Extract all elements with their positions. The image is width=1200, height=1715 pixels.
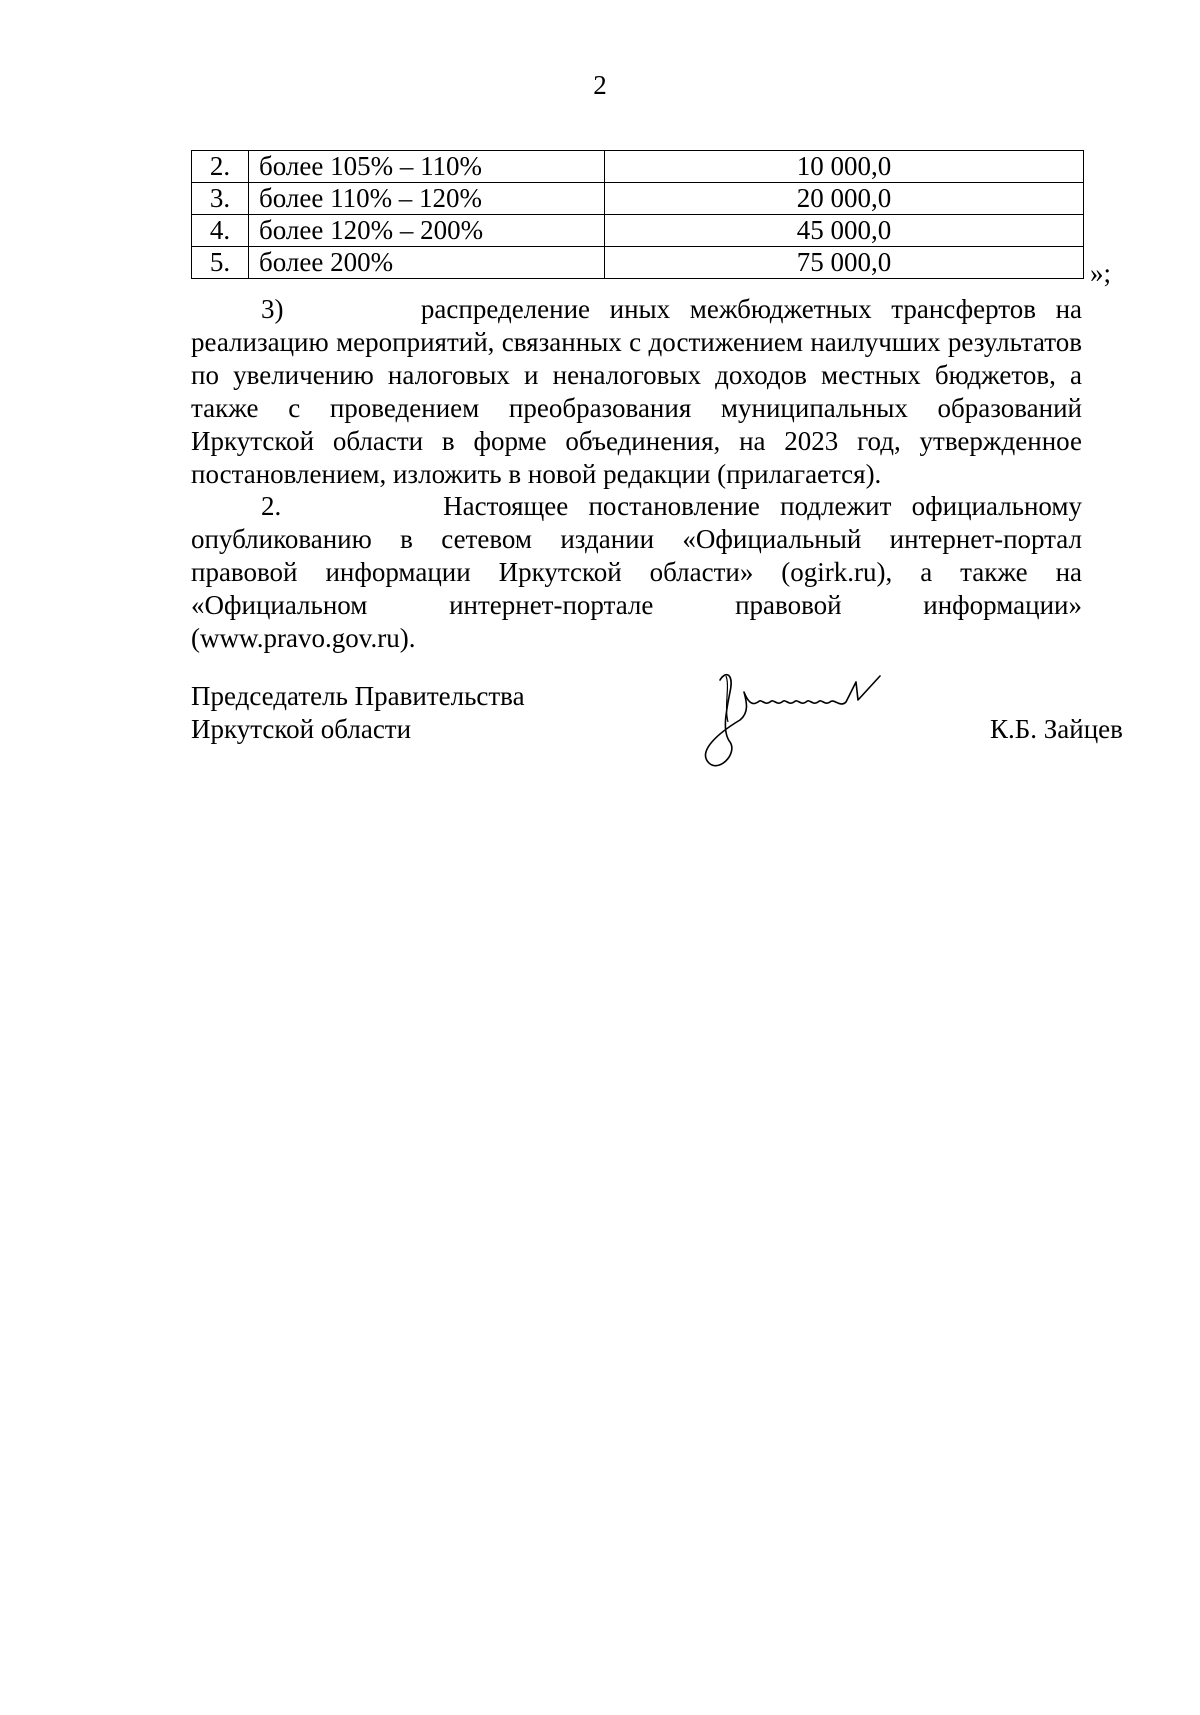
position-line: Иркутской области [191,714,412,744]
allocation-table [191,150,1084,279]
row-range: более 200% [249,247,605,279]
signatory-position [191,680,525,746]
signer-name: К.Б. Зайцев [990,714,1123,744]
page-number: 2 [593,70,607,100]
paragraph-distribution [191,293,1082,491]
table-row [192,151,1084,183]
paragraph-lead: 2. [261,491,282,521]
row-amount: 75 000,0 [605,247,1084,279]
table-row [192,183,1084,215]
row-amount: 10 000,0 [605,151,1084,183]
row-amount: 20 000,0 [605,183,1084,215]
row-range: более 120% – 200% [249,215,605,247]
paragraph-text: Настоящее постановление подлежит официальному опубликованию в сетевом издании «Официальный интернет-портал правовой информации Иркутской области» (ogirk.ru), а также на «Официальном интернет-портале правовой информации» (www.pravo.gov.ru). [191,491,1083,653]
paragraph-publication [191,490,1082,655]
table-row [192,247,1084,279]
row-number: 4. [192,215,249,247]
row-amount: 45 000,0 [605,215,1084,247]
row-range: более 105% – 110% [249,151,605,183]
paragraph-lead: 3) [261,294,284,324]
row-number: 3. [192,183,249,215]
closing-quote: »; [1090,258,1112,288]
table-row [192,215,1084,247]
row-number: 5. [192,247,249,279]
row-range: более 110% – 120% [249,183,605,215]
paragraph-text: распределение иных межбюджетных трансфертов на реализацию мероприятий, связанных с достижением наилучших результатов по увеличению налоговых и неналоговых доходов местных бюджетов, а также с проведением преобразования муниципальных образований Иркутской области в форме объединения, на 2023 год, утвержденное постановлением, изложить в новой редакции (прилагается). [191,294,1083,489]
row-number: 2. [192,151,249,183]
handwritten-signature [700,662,920,782]
position-line: Председатель Правительства [191,681,525,711]
